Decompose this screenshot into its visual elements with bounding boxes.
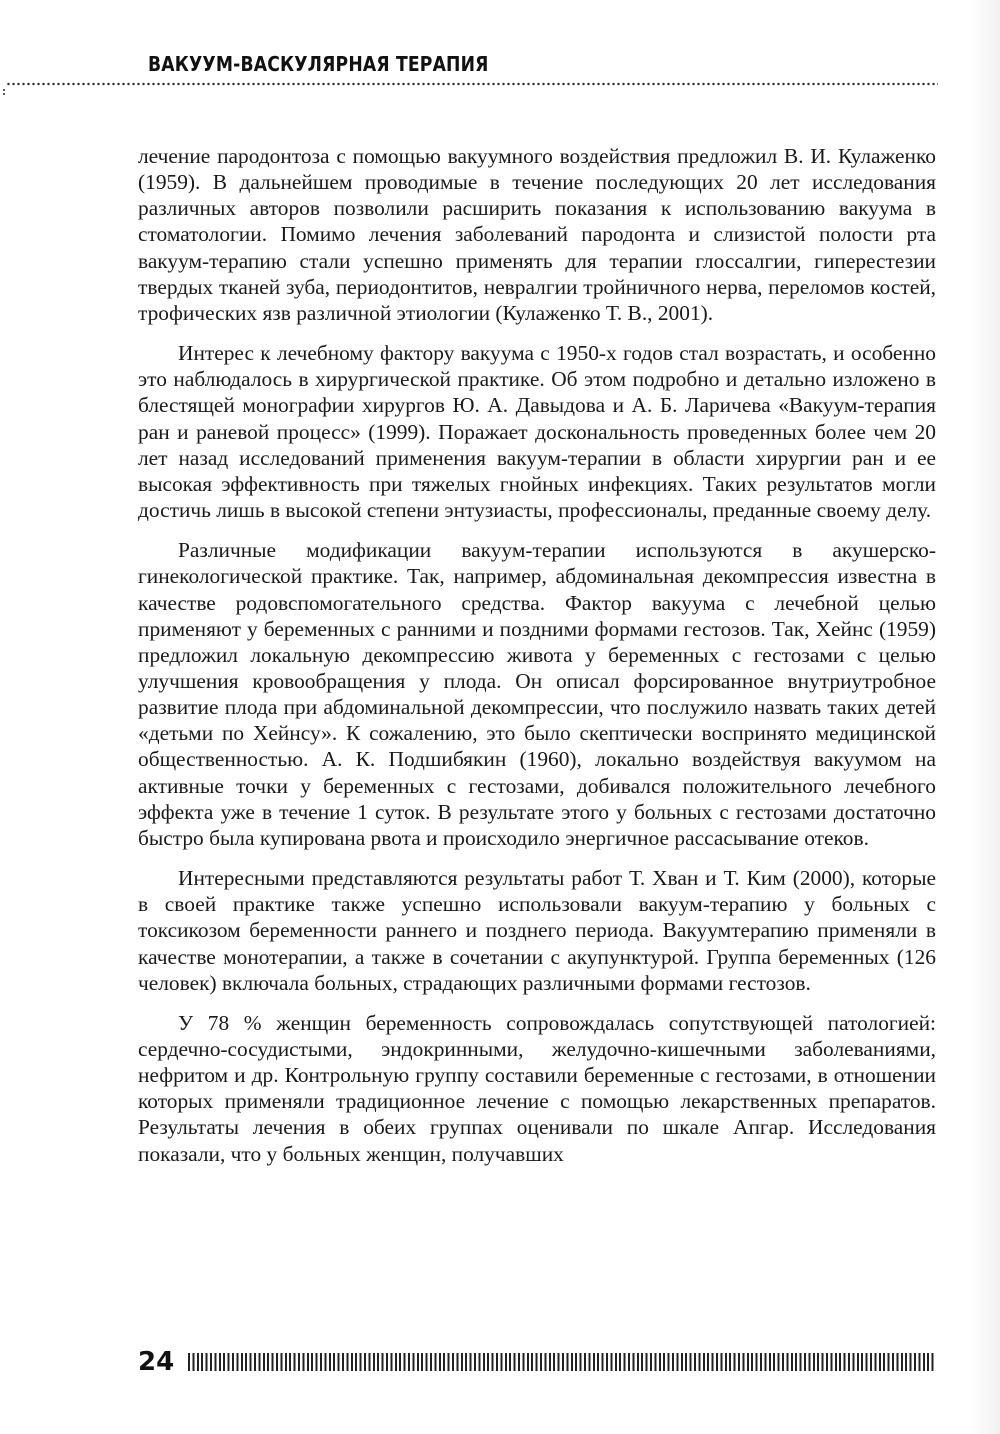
header-dotted-rule xyxy=(6,82,938,86)
page-number: 24 xyxy=(138,1347,175,1377)
running-header-title: ВАКУУМ-ВАСКУЛЯРНАЯ ТЕРАПИЯ xyxy=(148,52,489,76)
body-text xyxy=(138,143,936,1181)
paragraph-1: лечение пародонтоза с помощью вакуумного воздействия предложил В. И. Кулаженко (1959). В дальнейшем проводимые в течение последующих 20 лет исследования различных авторов позволили расширить показания к использованию вакуума в стоматологии. Помимо лечения заболеваний пародонта и слизистой полости рта вакуум-терапию стали успешно применять для терапии глоссалгии, гиперестезии твердых тканей зуба, периодонтитов, невралгии тройничного нерва, переломов костей, трофических язв различной этиологии (Кулаженко Т. В., 2001). xyxy=(138,144,936,325)
paragraph-3: Различные модификации вакуум-терапии используются в акушерско-гинекологической практике. Так, например, абдоминальная декомпрессия известна в качестве родовспомогательного средства. Фактор вакуума с лечебной целью применяют у беременных с ранними и поздними формами гестозов. Так, Хейнс (1959) предложил локальную декомпрессию живота у беременных с гестозами с целью улучшения кровообращения у плода. Он описал форсированное внутриутробное развитие плода при абдоминальной декомпрессии, что послужило назвать таких детей «детьми по Хейнсу». К сожалению, это было скептически воспринято медицинской общественностью. А. К. Подшибякин (1960), локально воздействуя вакуумом на активные точки у беременных с гестозами, добивался положительного лечебного эффекта уже в течение 1 суток. В результате этого у больных с гестозами достаточно быстро была купирована рвота и происходило энергичное рассасывание отеков. xyxy=(138,538,936,850)
paragraph-4: Интересными представляются результаты работ Т. Хван и Т. Ким (2000), которые в своей практике также успешно использовали вакуум-терапию у больных с токсикозом беременности раннего и позднего периода. Вакуумтерапию применяли в качестве монотерапии, а также в сочетании с акупунктурой. Группа беременных (126 человек) включала больных, страдающих различными формами гестозов. xyxy=(138,866,936,995)
footer-barcode-rule xyxy=(188,1353,936,1371)
page-edge-shadow xyxy=(970,0,1000,1434)
header-rule-tick xyxy=(2,88,7,96)
paragraph-5: У 78 % женщин беременность сопровождалась сопутствующей патологией: сердечно-сосудистыми, эндокринными, желудочно-кишечными заболеваниями, нефритом и др. Контрольную группу составили беременные с гестозами, в отношении которых применяли традиционное лечение с помощью лекарственных препаратов. Результаты лечения в обеих группах оценивали по шкале Апгар. Исследования показали, что у больных женщин, получавших xyxy=(138,1010,936,1166)
paragraph-2: Интерес к лечебному фактору вакуума с 1950-х годов стал возрастать, и особенно это наблюдалось в хирургической практике. Об этом подробно и детально изложено в блестящей монографии хирургов Ю. А. Давыдова и А. Б. Ларичева «Вакуум-терапия ран и раневой процесс» (1999). Поражает доскональность проведенных более чем 20 лет назад исследований применения вакуум-терапии в области хирургии ран и ее высокая эффективность при тяжелых гнойных инфекциях. Таких результатов могли достичь лишь в высокой степени энтузиасты, профессионалы, преданные своему делу. xyxy=(138,341,936,523)
